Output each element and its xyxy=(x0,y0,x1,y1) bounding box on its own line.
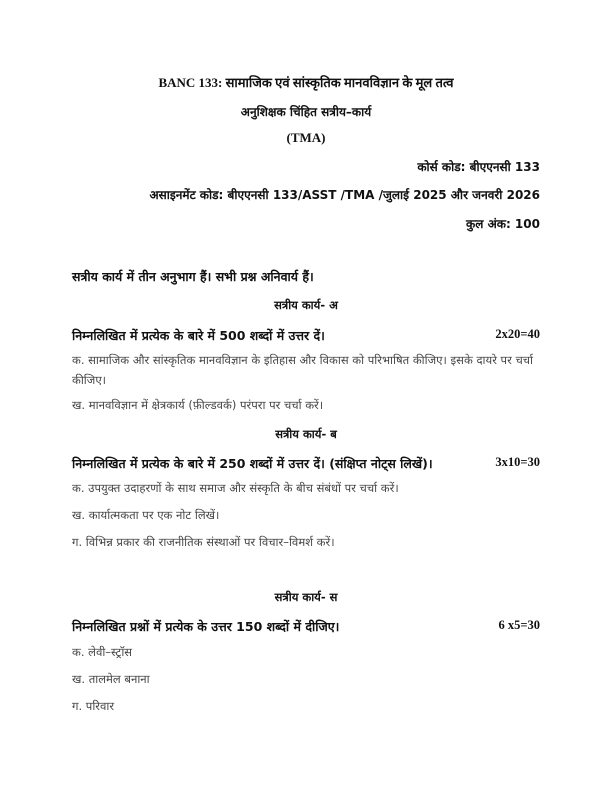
section-b-instruction: निम्नलिखित में प्रत्येक के बारे में 250 शब्दों में उत्तर दें। (संक्षिप्त नोट्स लिखें)। xyxy=(72,456,433,471)
section-b-marks: 3x10=30 xyxy=(495,455,540,469)
section-c-question-2: ख. तालमेल बनाना xyxy=(72,672,150,686)
section-c-instruction: निम्नलिखित प्रश्नों में प्रत्येक के उत्तर 150 शब्दों में दीजिए। xyxy=(72,619,340,634)
document-title: BANC 133: सामाजिक एवं सांस्कृतिक मानवविज्ञान के मूल तत्व xyxy=(158,75,454,90)
section-c-title: सत्रीय कार्य- स xyxy=(274,590,338,604)
section-c-marks: 6 x5=30 xyxy=(498,618,540,632)
total-marks: कुल अंक: 100 xyxy=(466,217,540,231)
section-a-instruction: निम्नलिखित में प्रत्येक के बारे में 500 शब्दों में उत्तर दें। xyxy=(72,328,325,343)
section-b-title: सत्रीय कार्य- ब xyxy=(275,427,337,441)
tma-label: (TMA) xyxy=(286,130,326,145)
section-b-question-3: ग. विभिन्न प्रकार की राजनीतिक संस्थाओं पर विचार–विमर्श करें। xyxy=(72,535,335,549)
section-a-title: सत्रीय कार्य- अ xyxy=(274,298,338,312)
section-c-question-1: क. लेवी–स्ट्रॉस xyxy=(72,645,133,659)
instructions: सत्रीय कार्य में तीन अनुभाग हैं। सभी प्रश्न अनिवार्य हैं। xyxy=(72,269,314,284)
course-code: कोर्स कोड: बीएएनसी 133 xyxy=(417,160,540,174)
section-c-question-3: ग. परिवार xyxy=(72,699,115,713)
section-a-marks: 2x20=40 xyxy=(495,327,540,341)
section-a-question-2: ख. मानवविज्ञान में क्षेत्रकार्य (फ़ील्डवर्क) परंपरा पर चर्चा करें। xyxy=(72,398,324,412)
section-b-question-1: क. उपयुक्त उदाहरणों के साथ समाज और संस्कृति के बीच संबंधों पर चर्चा करें। xyxy=(72,481,399,495)
section-a-question-1: क. सामाजिक और सांस्कृतिक मानवविज्ञान के इतिहास और विकास को परिभाषित कीजिए। इसके दायरे पर चर्चा कीजिए। xyxy=(72,353,534,387)
document-subtitle: अनुशिक्षक चिंहित सत्रीय–कार्य xyxy=(240,105,372,119)
assignment-code: असाइनमेंट कोड: बीएएनसी 133/ASST /TMA /जुलाई 2025 और जनवरी 2026 xyxy=(149,188,540,202)
section-b-question-2: ख. कार्यात्मकता पर एक नोट लिखें। xyxy=(72,508,220,522)
